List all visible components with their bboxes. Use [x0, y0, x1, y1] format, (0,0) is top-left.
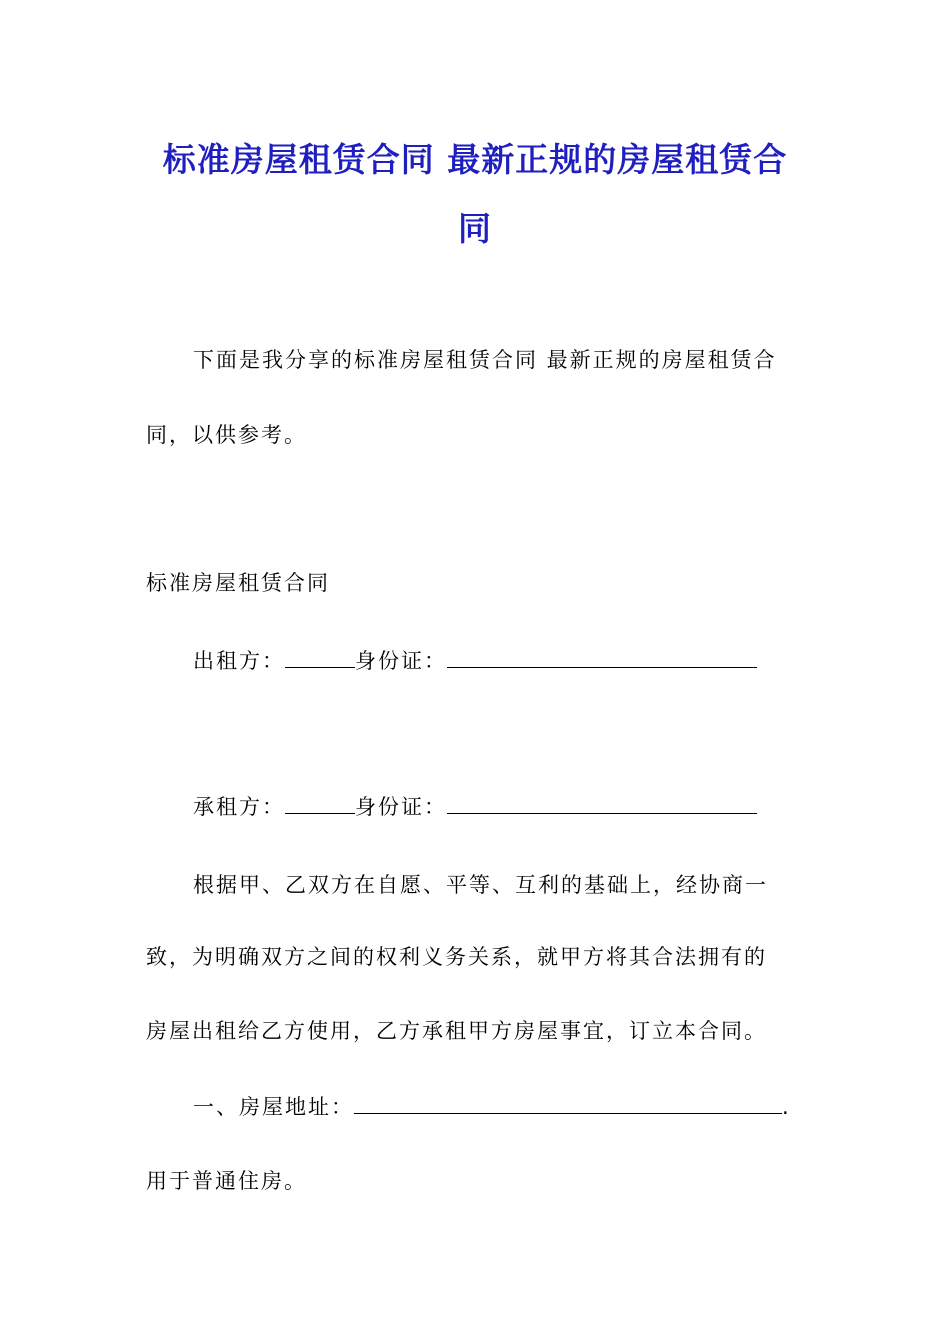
intro-line-1: 下面是我分享的标准房屋租赁合同 最新正规的房屋租赁合	[193, 348, 777, 372]
address-end: .	[782, 1095, 791, 1119]
lessor-label: 出租方：	[193, 649, 285, 673]
usage-line: 用于普通住房。	[146, 1169, 307, 1193]
section-heading: 标准房屋租赁合同	[146, 571, 330, 595]
address-blank	[354, 1093, 782, 1114]
lessor-id-blank	[447, 647, 757, 668]
address-row	[193, 1093, 791, 1121]
intro-line-2: 同，以供参考。	[146, 423, 307, 447]
lessee-label: 承租方：	[193, 795, 285, 819]
lessee-id-label: 身份证：	[355, 795, 447, 819]
lessee-name-blank	[285, 793, 355, 814]
address-label: 一、房屋地址：	[193, 1095, 354, 1119]
lessor-row	[193, 647, 757, 675]
lessee-row	[193, 793, 757, 821]
lessor-name-blank	[285, 647, 355, 668]
lessor-id-label: 身份证：	[355, 649, 447, 673]
lessee-id-blank	[447, 793, 757, 814]
body-line-2: 致，为明确双方之间的权利义务关系，就甲方将其合法拥有的	[146, 945, 767, 969]
body-line-1: 根据甲、乙双方在自愿、平等、互利的基础上，经协商一	[193, 873, 768, 897]
document-title-line-1: 标准房屋租赁合同 最新正规的房屋租赁合	[162, 140, 788, 179]
body-line-3: 房屋出租给乙方使用，乙方承租甲方房屋事宜，订立本合同。	[146, 1019, 767, 1043]
document-title-line-2: 同	[458, 209, 492, 248]
